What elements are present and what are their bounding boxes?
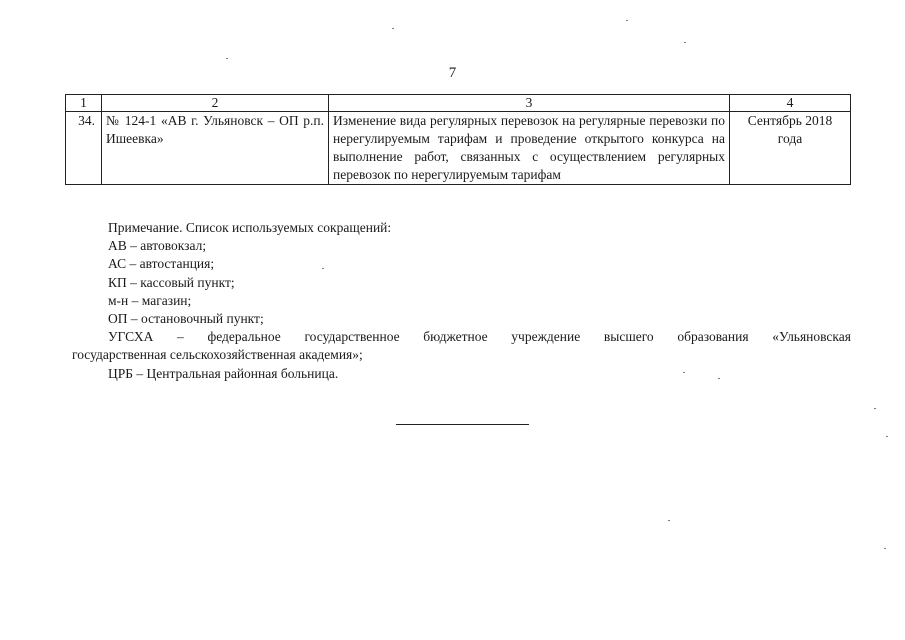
scan-speck	[226, 58, 228, 59]
note-item-as: АС – автостанция;	[108, 256, 215, 272]
end-separator-line	[396, 424, 529, 425]
scan-speck	[684, 42, 686, 43]
table-header-row	[66, 95, 851, 112]
route-name: № 124-1 «АВ г. Ульяновск – ОП р.п. Ишеевка»	[102, 112, 329, 185]
note-title: Примечание. Список используемых сокращений:	[108, 220, 392, 235]
scan-speck	[392, 28, 394, 29]
routes-table	[65, 94, 851, 185]
scan-speck	[322, 268, 324, 269]
scan-speck	[683, 372, 685, 373]
page-number: 7	[448, 65, 457, 81]
row-number: 34.	[66, 112, 102, 185]
note-item-mn: м-н – магазин;	[108, 292, 192, 308]
note-item-kp: КП – кассовый пункт;	[108, 274, 235, 290]
abbreviations-note	[72, 219, 851, 383]
note-item-crb: ЦРБ – Центральная районная больница.	[108, 365, 339, 381]
note-item-av: АВ – автовокзал;	[108, 238, 207, 254]
header-col-1: 1	[66, 95, 102, 112]
scan-speck	[874, 408, 876, 409]
scan-speck	[886, 436, 888, 437]
header-col-2: 2	[102, 95, 329, 112]
change-description: Изменение вида регулярных перевозок на регулярные перевозки по нерегулируемым тарифам и проведение открытого конкурса на выполнение работ, связанных с осуществлением регулярных перевозок по нерегулируемым тарифам	[329, 112, 730, 185]
note-item-op: ОП – остановочный пункт;	[108, 311, 264, 327]
header-col-4: 4	[730, 95, 851, 112]
scan-speck	[718, 378, 720, 379]
scan-speck	[668, 520, 670, 521]
table-row	[66, 112, 851, 185]
note-item-ugsha: УГСХА – федеральное государственное бюджетное учреждение высшего образования «Ульяновская	[108, 329, 851, 345]
scan-speck	[884, 548, 886, 549]
note-item-ugsha-continued: государственная сельскохозяйственная академия»;	[72, 347, 363, 363]
date-cell: Сентябрь 2018 года	[730, 112, 851, 185]
scan-speck	[626, 20, 628, 21]
header-col-3: 3	[329, 95, 730, 112]
